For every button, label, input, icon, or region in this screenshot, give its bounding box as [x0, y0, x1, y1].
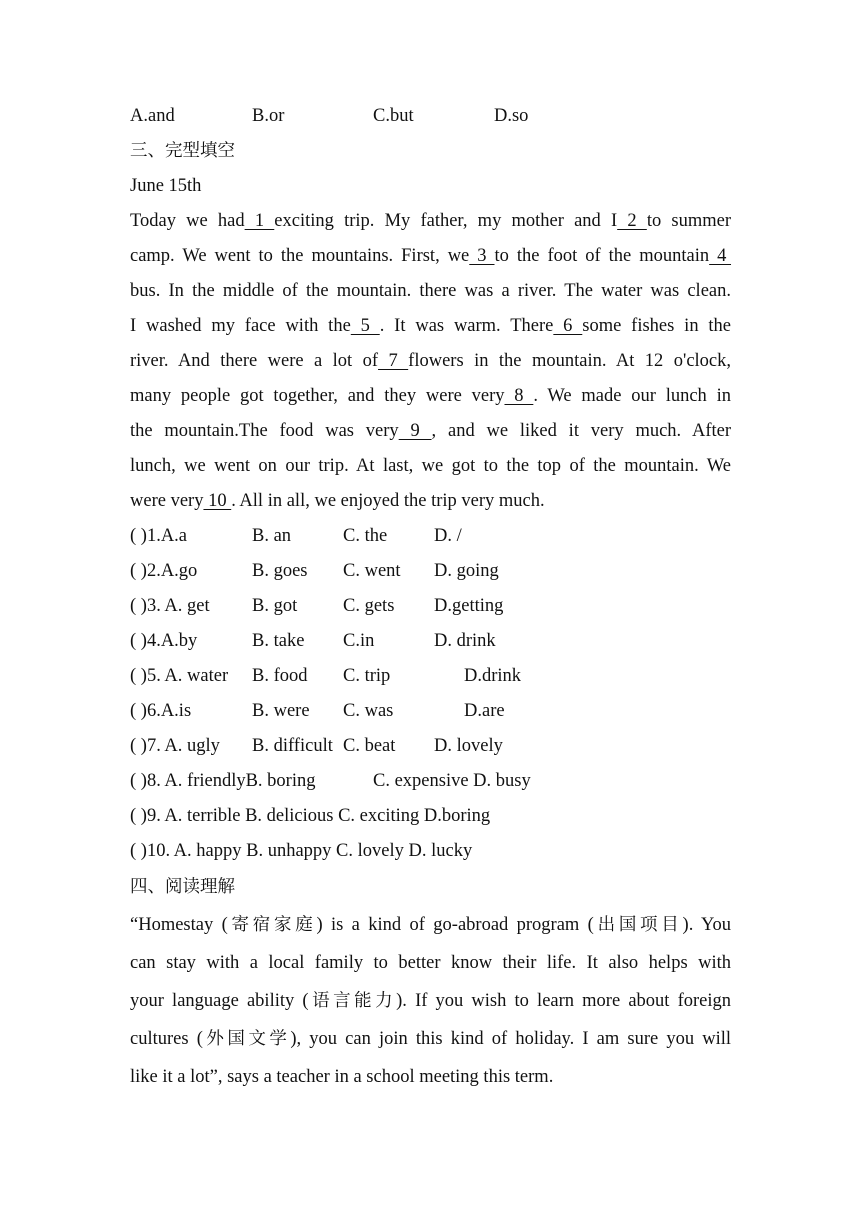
passage-line: bus. In the middle of the mountain. there was a river. The water was clean. — [130, 281, 731, 301]
option-a: A.and — [130, 106, 175, 126]
option-d: D.so — [494, 106, 529, 126]
blank-8[interactable]: 8 — [504, 386, 534, 406]
document-content — [130, 99, 731, 1096]
diary-date: June 15th — [130, 176, 202, 196]
question-row: ( )5. A. water B. food C. trip D.drink — [130, 666, 522, 686]
question-list — [130, 519, 731, 869]
blank-1[interactable]: 1 — [244, 211, 275, 231]
question-row: ( )8. A. friendlyB. boring C. expensive D. busy — [130, 771, 531, 791]
passage-line: camp. We went to the mountains. First, we 3 to the foot of the mountain 4 — [130, 246, 732, 266]
question-row: ( )1.A.a B. an C. the D. / — [130, 526, 462, 546]
question-row: ( )10. A. happy B. unhappy C. lovely D. lucky — [130, 841, 473, 861]
blank-10[interactable]: 10 — [203, 491, 232, 511]
question-row: ( )9. A. terrible B. delicious C. exciting D.boring — [130, 806, 491, 826]
passage-line: many people got together, and they were very 8 . We made our lunch in — [130, 386, 731, 406]
blank-3[interactable]: 3 — [469, 246, 495, 266]
passage-line: river. And there were a lot of 7 flowers in the mountain. At 12 o'clock, — [130, 351, 732, 371]
question-row: ( )7. A. ugly B. difficult C. beat D. lovely — [130, 736, 503, 756]
reading-line: “Homestay (寄宿家庭) is a kind of go-abroad program (出国项目). You — [130, 915, 732, 935]
blank-7[interactable]: 7 — [378, 351, 409, 371]
passage-line: I washed my face with the 5 . It was warm. There 6 some fishes in the — [130, 316, 732, 336]
section-heading-reading: 四、阅读理解 — [130, 877, 235, 897]
reading-line: your language ability (语言能力). If you wish to learn more about foreign — [130, 991, 731, 1011]
question-row: ( )2.A.go B. goes C. went D. going — [130, 561, 499, 581]
question-row: ( )4.A.by B. take C.in D. drink — [130, 631, 496, 651]
cloze-passage — [130, 204, 731, 519]
option-c: C.but — [373, 106, 414, 126]
question-row: ( )6.A.is B. were C. was D.are — [130, 701, 505, 721]
blank-2[interactable]: 2 — [617, 211, 647, 231]
reading-line: can stay with a local family to better know their life. It also helps with — [130, 953, 731, 973]
blank-5[interactable]: 5 — [350, 316, 380, 336]
reading-line: like it a lot”, says a teacher in a school meeting this term. — [130, 1067, 554, 1087]
question-row: ( )3. A. get B. got C. gets D.getting — [130, 596, 504, 616]
top-options-row — [130, 99, 731, 134]
reading-line: cultures (外国文学), you can join this kind of holiday. I am sure you will — [130, 1029, 731, 1049]
reading-passage — [130, 906, 731, 1096]
passage-line: were very 10 . All in all, we enjoyed the trip very much. — [130, 491, 545, 511]
blank-9[interactable]: 9 — [398, 421, 432, 441]
blank-6[interactable]: 6 — [553, 316, 583, 336]
passage-line: the mountain.The food was very 9 , and we liked it very much. After — [130, 421, 732, 441]
blank-4[interactable]: 4 — [709, 246, 732, 266]
option-b: B.or — [252, 106, 285, 126]
passage-line: lunch, we went on our trip. At last, we got to the top of the mountain. We — [130, 456, 731, 476]
passage-line: Today we had 1 exciting trip. My father, my mother and I 2 to summer — [130, 211, 731, 231]
section-heading-cloze: 三、完型填空 — [130, 141, 235, 161]
